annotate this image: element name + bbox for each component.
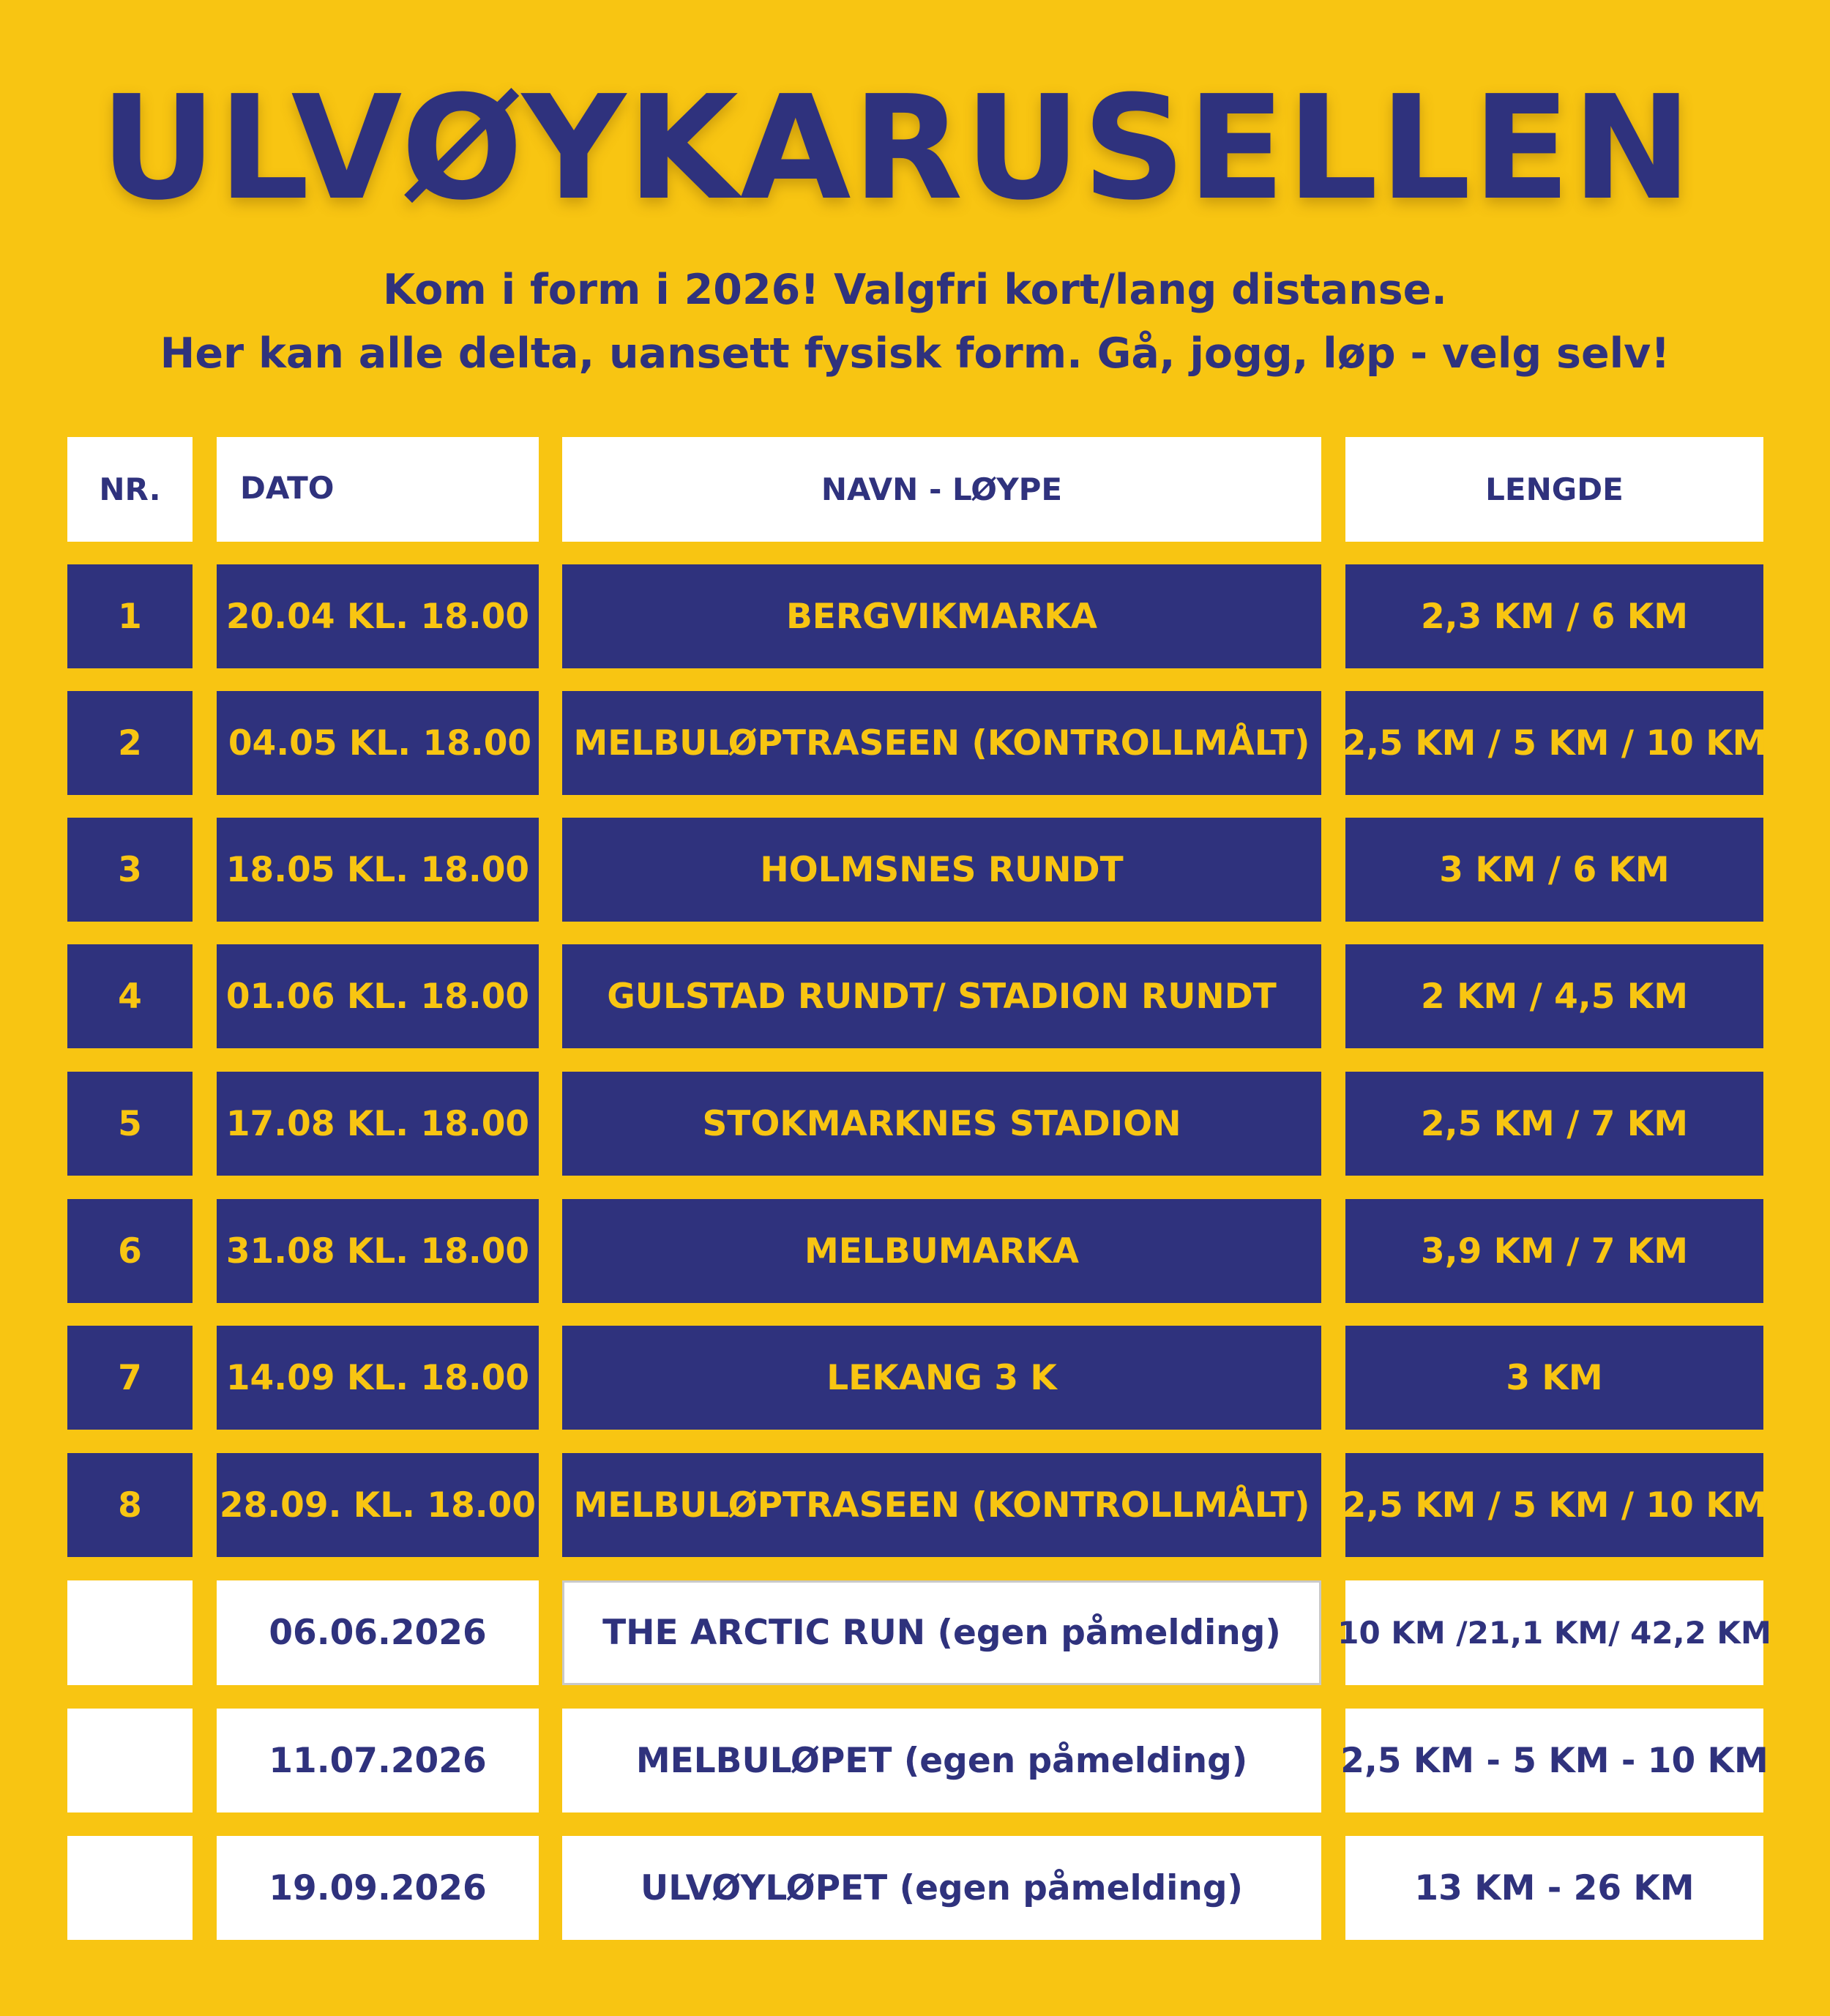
race-5-nr: 5 [67, 1072, 193, 1176]
race-4-lengde: 2 KM / 4,5 KM [1345, 944, 1763, 1048]
race-2-dato: 04.05 KL. 18.00 [217, 691, 539, 795]
race-7-nr: 7 [67, 1326, 193, 1430]
race-7-dato: 14.09 KL. 18.00 [217, 1326, 539, 1430]
race-8-lengde: 2,5 KM / 5 KM / 10 KM [1345, 1453, 1763, 1557]
race-5-lengde: 2,5 KM / 7 KM [1345, 1072, 1763, 1176]
header-dato: DATO [217, 437, 539, 542]
header-navn-loype: NAVN - LØYPE [562, 437, 1321, 542]
race-7-navn: LEKANG 3 K [562, 1326, 1321, 1430]
race-3-lengde: 3 KM / 6 KM [1345, 818, 1763, 922]
race-8-nr: 8 [67, 1453, 193, 1557]
subtitle-line-2: Her kan alle delta, uansett fysisk form. Gå, jogg, løp - velg selv! [160, 329, 1670, 378]
race-2-navn: MELBULØPTRASEEN (KONTROLLMÅLT) [562, 691, 1321, 795]
extra-2-lengde: 2,5 KM - 5 KM - 10 KM [1345, 1709, 1763, 1812]
race-3-navn: HOLMSNES RUNDT [562, 818, 1321, 922]
race-3-nr: 3 [67, 818, 193, 922]
race-1-lengde: 2,3 KM / 6 KM [1345, 564, 1763, 668]
race-8-dato: 28.09. KL. 18.00 [217, 1453, 539, 1557]
subtitle-line-1: Kom i form i 2026! Valgfri kort/lang distanse. [383, 266, 1447, 314]
race-1-navn: BERGVIKMARKA [562, 564, 1321, 668]
extra-1-nr-empty [67, 1580, 193, 1685]
header-lengde: LENGDE [1345, 437, 1763, 542]
header-nr: NR. [67, 437, 193, 542]
race-4-navn: GULSTAD RUNDT/ STADION RUNDT [562, 944, 1321, 1048]
extra-3-nr-empty [67, 1836, 193, 1940]
race-6-dato: 31.08 KL. 18.00 [217, 1199, 539, 1303]
race-6-navn: MELBUMARKA [562, 1199, 1321, 1303]
race-8-navn: MELBULØPTRASEEN (KONTROLLMÅLT) [562, 1453, 1321, 1557]
race-3-dato: 18.05 KL. 18.00 [217, 818, 539, 922]
race-2-lengde: 2,5 KM / 5 KM / 10 KM [1345, 691, 1763, 795]
extra-2-dato: 11.07.2026 [217, 1709, 539, 1812]
extra-3-navn: ULVØYLØPET (egen påmelding) [562, 1836, 1321, 1940]
extra-1-dato: 06.06.2026 [217, 1580, 539, 1685]
race-1-nr: 1 [67, 564, 193, 668]
race-4-dato: 01.06 KL. 18.00 [217, 944, 539, 1048]
race-5-dato: 17.08 KL. 18.00 [217, 1072, 539, 1176]
race-4-nr: 4 [67, 944, 193, 1048]
race-2-nr: 2 [67, 691, 193, 795]
extra-1-navn: THE ARCTIC RUN (egen påmelding) [562, 1580, 1321, 1685]
extra-1-lengde: 10 KM /21,1 KM/ 42,2 KM [1345, 1580, 1763, 1685]
race-1-dato: 20.04 KL. 18.00 [217, 564, 539, 668]
race-6-nr: 6 [67, 1199, 193, 1303]
race-7-lengde: 3 KM [1345, 1326, 1763, 1430]
race-6-lengde: 3,9 KM / 7 KM [1345, 1199, 1763, 1303]
extra-2-navn: MELBULØPET (egen påmelding) [562, 1709, 1321, 1812]
extra-3-dato: 19.09.2026 [217, 1836, 539, 1940]
poster-title: ULVØYKARUSELLEN [100, 65, 1694, 232]
race-5-navn: STOKMARKNES STADION [562, 1072, 1321, 1176]
extra-3-lengde: 13 KM - 26 KM [1345, 1836, 1763, 1940]
extra-2-nr-empty [67, 1709, 193, 1812]
